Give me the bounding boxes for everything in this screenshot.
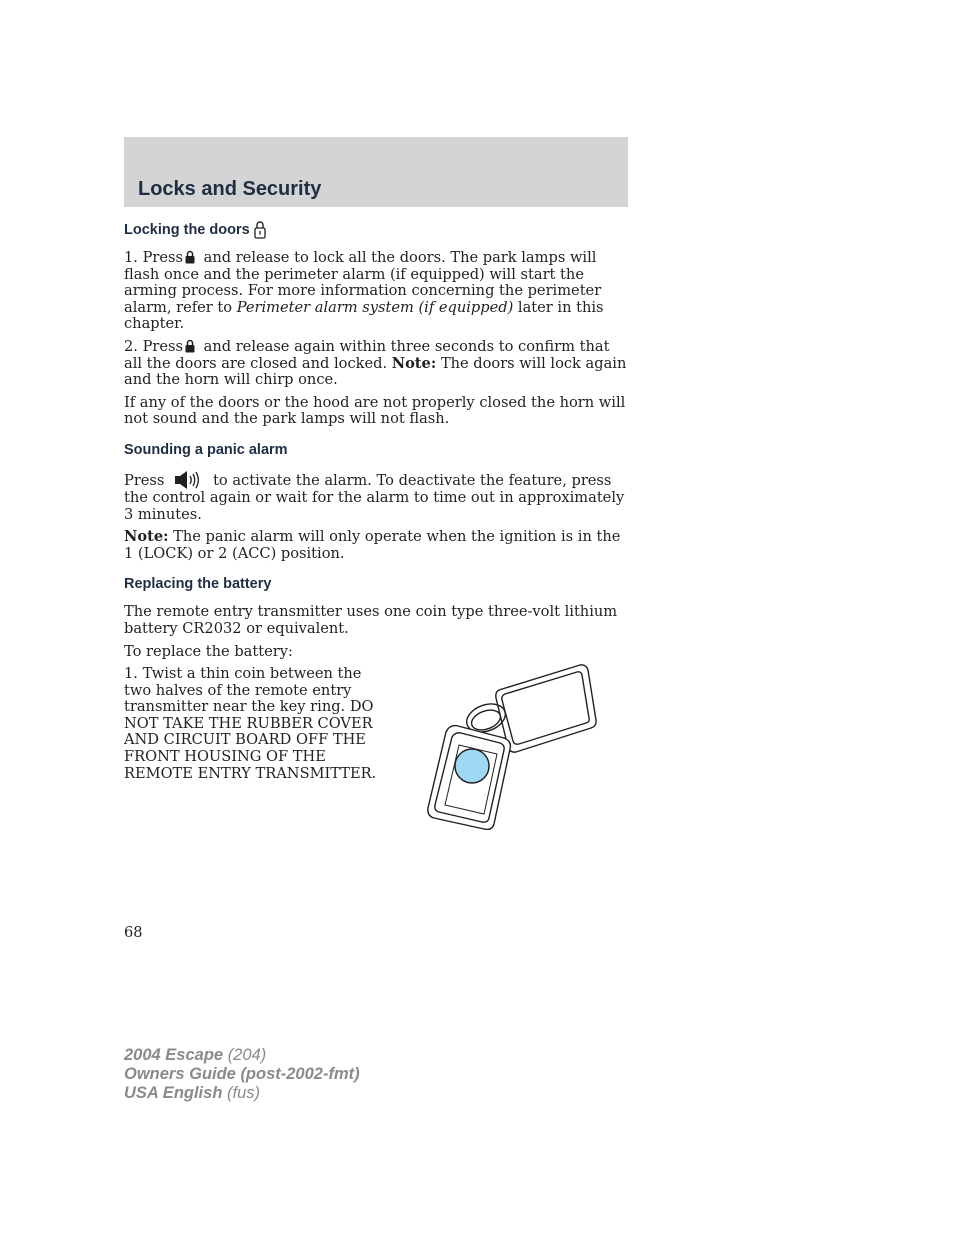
footer-line-2: Owners Guide (post-2002-fmt) — [124, 1065, 360, 1083]
heading-locking-doors: Locking the doors — [124, 220, 629, 240]
footer-line-1: 2004 Escape (204) — [124, 1046, 267, 1064]
perimeter-alarm-reference: Perimeter alarm system (if equipped) — [236, 298, 514, 316]
battery-paragraph-1: The remote entry transmitter uses one coin type three-volt lithium battery CR2032 or equivalent. — [124, 603, 618, 637]
battery-step-row — [124, 666, 629, 782]
lock-filled-icon — [185, 339, 195, 353]
heading-panic-alarm: Sounding a panic alarm — [124, 441, 288, 458]
footer-metadata — [124, 1046, 360, 1103]
section-title: Locks and Security — [138, 178, 322, 200]
locking-step-1: 1. Press and release to lock all the doors. The park lamps will flash once and the perimeter alarm (if equipped) will start the arming process. For more information concerning the perimeter alarm, refer to Perimeter alarm system (if equipped) later in this chapter. — [124, 249, 604, 333]
page-content — [124, 220, 629, 788]
section-header-bar — [124, 137, 628, 207]
locking-paragraph: If any of the doors or the hood are not properly closed the horn will not sound and the park lamps will not flash. — [124, 393, 626, 428]
battery-paragraph-2: To replace the battery: — [124, 642, 293, 660]
footer-line-3: USA English (fus) — [124, 1084, 260, 1102]
lock-outline-icon — [254, 220, 266, 239]
panic-note: Note: The panic alarm will only operate when the ignition is in the 1 (LOCK) or 2 (ACC) position. — [124, 528, 621, 562]
page-number: 68 — [124, 925, 143, 941]
heading-replacing-battery: Replacing the battery — [124, 576, 272, 593]
locking-step-2: 2. Press and release again within three seconds to confirm that all the doors are closed and locked. Note: The doors will lock again and the horn will chirp once. — [124, 337, 627, 389]
lock-filled-icon — [185, 250, 195, 264]
panic-horn-icon — [174, 470, 200, 490]
panic-paragraph: Press to activate the alarm. To deactivate the feature, press the control again or wait for the alarm to time out in approximately 3 minutes. — [124, 471, 625, 523]
key-fob-illustration — [424, 660, 604, 830]
battery-step-1: 1. Twist a thin coin between the two halves of the remote entry transmitter near the key ring. DO NOT TAKE THE RUBBER COVER AND CIRCUIT BOARD OFF THE FRONT HOUSING OF THE REMOTE ENTRY TRANSMITTER. — [124, 665, 377, 782]
